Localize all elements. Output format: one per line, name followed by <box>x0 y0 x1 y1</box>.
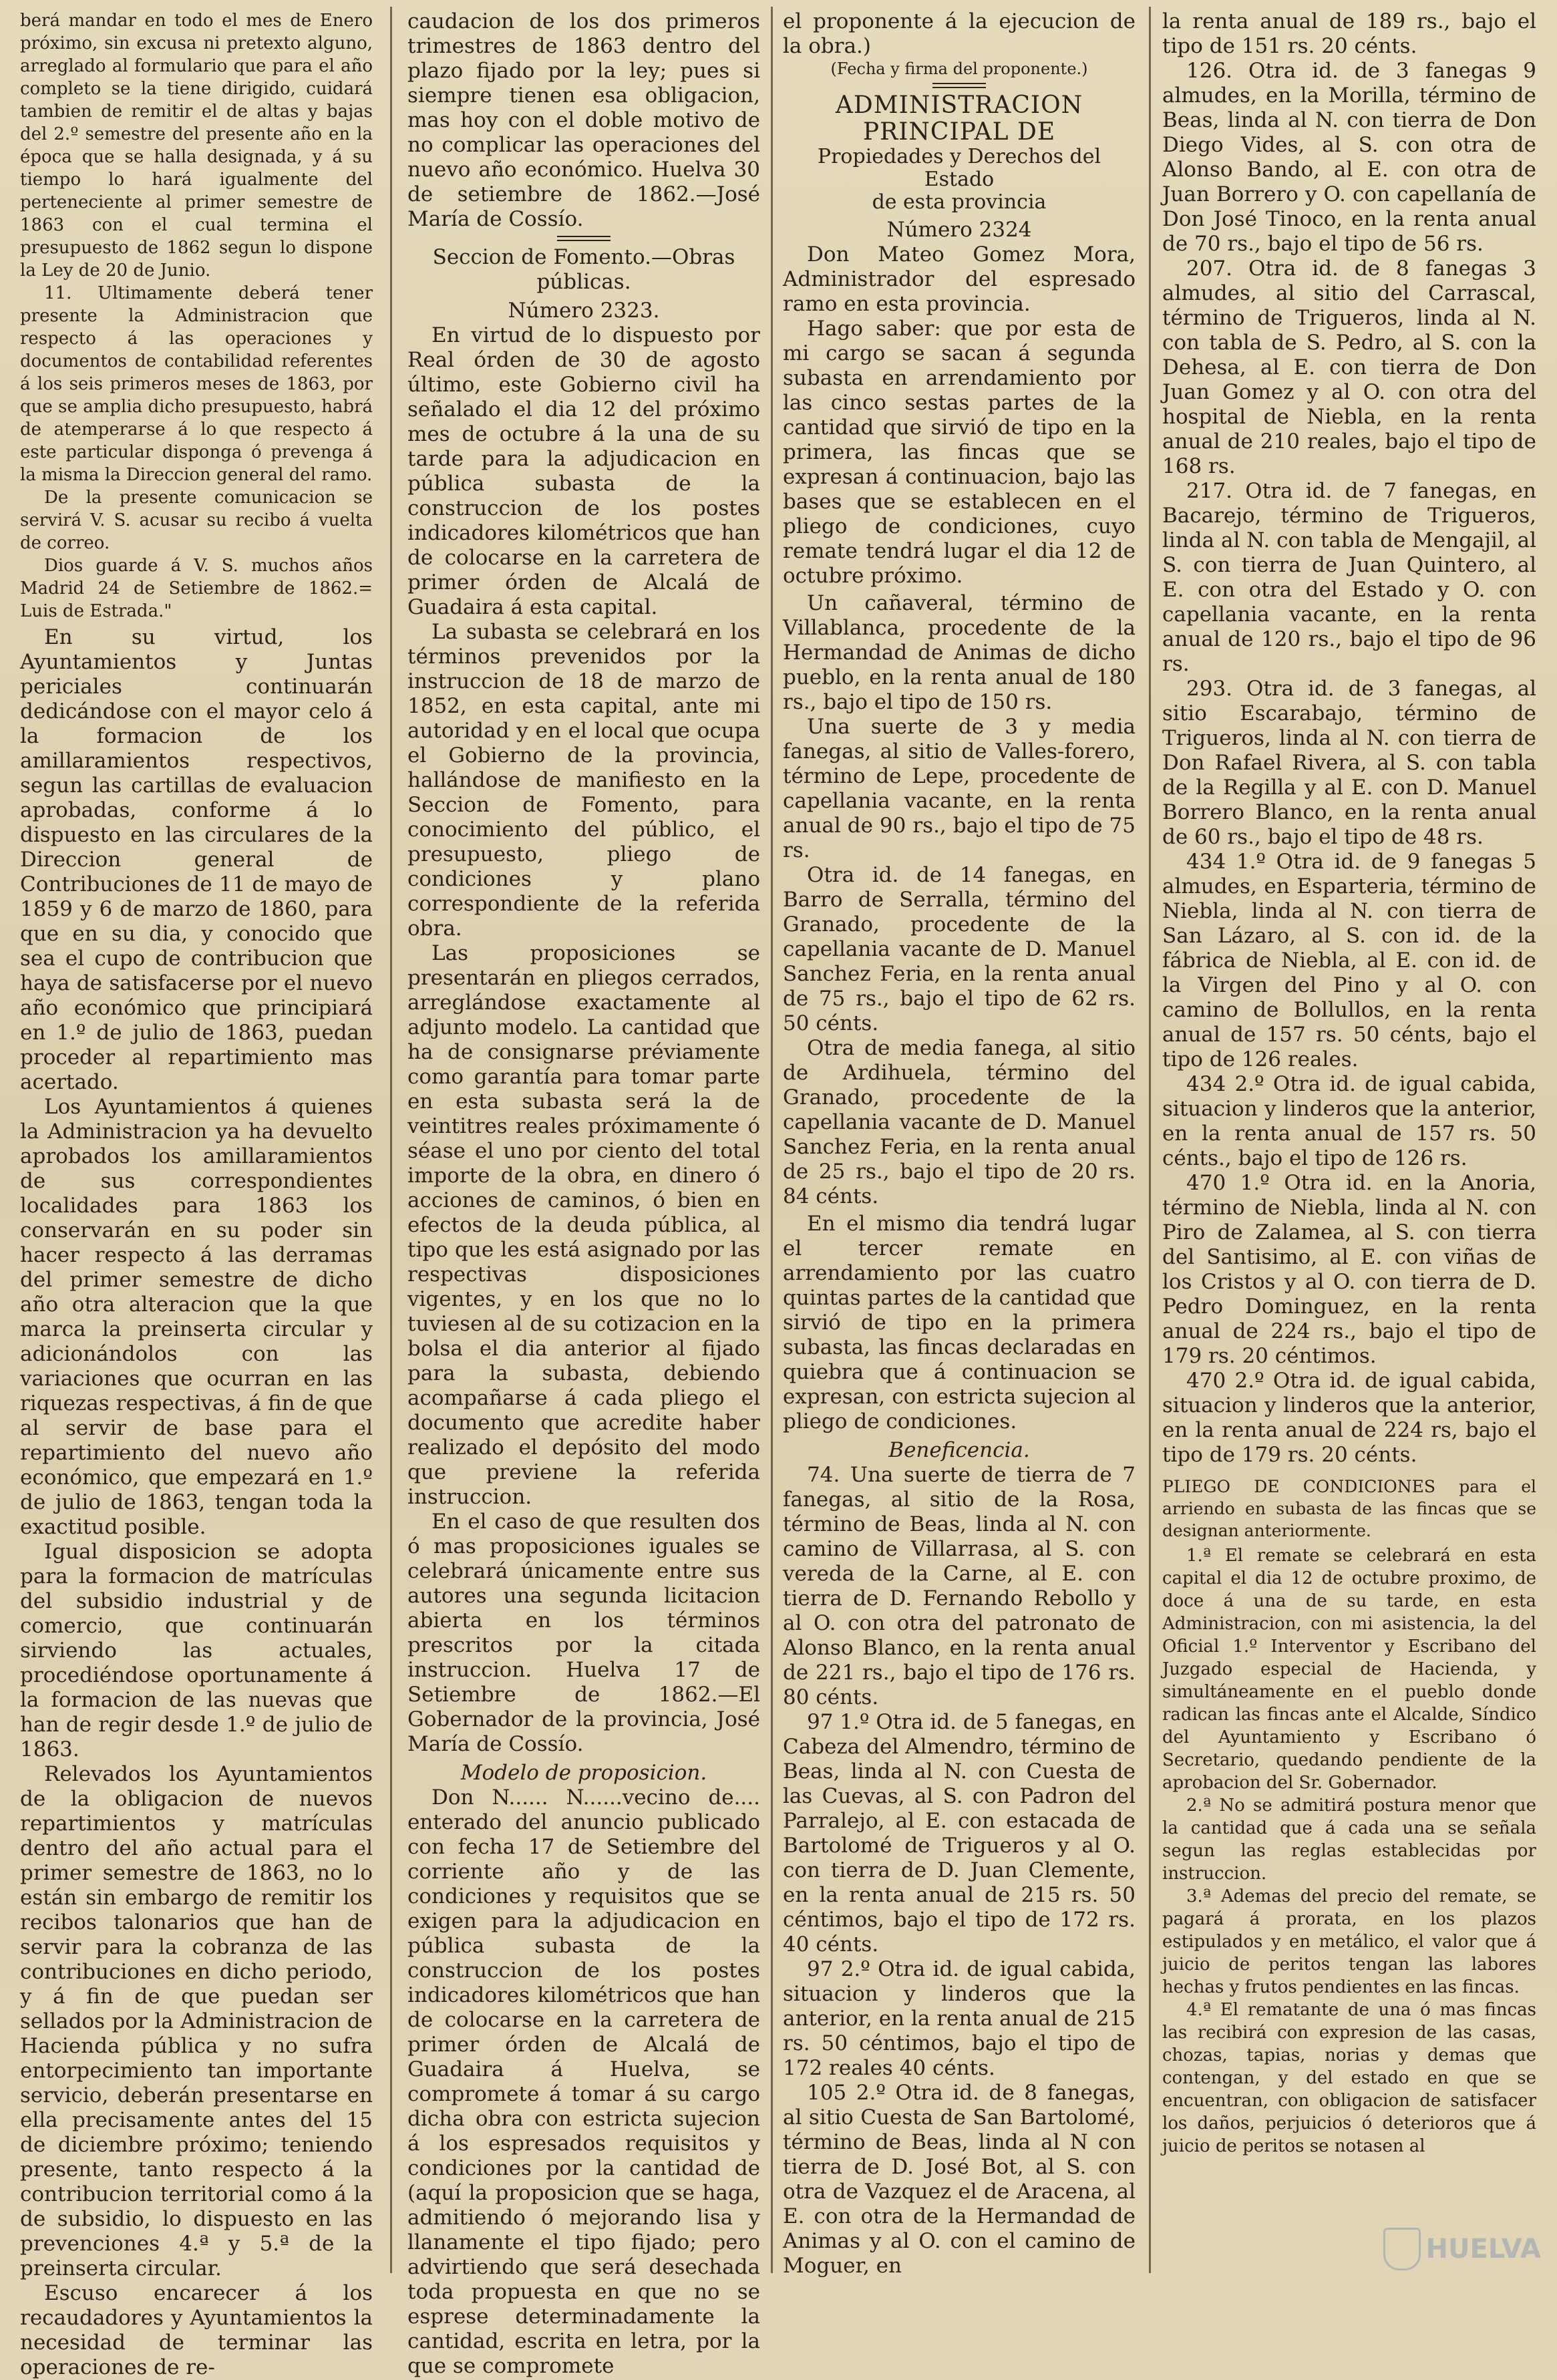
condition-item: 1.ª El remate se celebrará en esta capital el dia 12 de octubre proximo, de doce á una de su tarde, en esta Administracion, con mi asistencia, la del Oficial 1.º Interventor y Escribano del Juzgado especial de Hacienda, y simultáneamente en el pueblo donde radican las fincas ante el Alcalde, Síndico del Ayuntamiento y Escribano ó Secretario, quedando pendiente de la aprobacion del Sr. Gobernador. <box>1162 1546 1536 1793</box>
paragraph: La subasta se celebrará en los términos prevenidos por la instruccion de 18 de marzo de 1852, en esta capital, ante mi autoridad y en el local que ocupa el Gobierno de la provincia, hallándose de manifiesto en la Seccion de Fomento, para conocimiento del público, el presupuesto, pliego de condiciones y plano correspondiente de la referida obra. <box>407 620 760 941</box>
list-item: 207. Otra id. de 8 fanegas 3 almudes, al sitio del Carrascal, término de Trigueros, linda al N. con tabla de S. Pedro, al S. con la Dehesa, al E. con tierra de Don Juan Gomez y al O. con otra del hospital de Niebla, en la renta anual de 210 reales, bajo el tipo de 168 rs. <box>1162 257 1536 478</box>
column-rule <box>1149 7 1151 2273</box>
paragraph: En el caso de que resulten dos ó mas proposiciones iguales se celebrará únicamente entre sus autores una segunda licitacion abierta en los términos prescritos por la citada instruccion. Huelva 17 de Setiembre de 1862.—El Gobernador de la provincia, José María de Cossío. <box>407 1510 760 1756</box>
list-item: Una suerte de 3 y media fanegas, al sitio de Valles-forero, término de Lepe, procedente de capellania vacante, en la renta anual de 90 rs., bajo el tipo de 75 rs. <box>783 715 1136 862</box>
list-item: 217. Otra id. de 7 fanegas, en Bacarejo, término de Trigueros, linda al N. con tabla de Mengajil, al S. con tierra de Juan Quintero, al E. con otra del Estado y O. con capellania vacante, en la renta anual de 120 rs., bajo el tipo de 96 rs. <box>1162 479 1536 676</box>
separator <box>557 236 611 241</box>
list-item: Otra id. de 14 fanegas, en Barro de Serralla, término del Granado, procedente de la capellania vacante de D. Manuel Sanchez Feria, en la renta anual de 75 rs., bajo el tipo de 62 rs. 50 cénts. <box>783 863 1136 1035</box>
list-item: 105 2.º Otra id. de 8 fanegas, al sitio Cuesta de San Bartolomé, término de Beas, linda al N con tierra de D. José Bot, al S. con otra de Vazquez el de Aracena, al E. con otra de la Hermandad de Animas y al O. con el camino de Moguer, en <box>783 2081 1136 2278</box>
paragraph: berá mandar en todo el mes de Enero próximo, sin excusa ni pretexto alguno, arreglado al formulario que para el año completo se la tiene dirigido, cuidará tambien de remitir el de altas y bajas del 2.º semestre del presente año en la época que se halla designada, y á su tiempo lo hará igualmente del perteneciente al primer semestre de 1863 con el cual termina el presupuesto de 1862 segun lo dispone la Ley de 20 de Junio. <box>20 11 373 281</box>
paragraph: Escuso encarecer á los recaudadores y Ayuntamientos la necesidad de terminar las operaciones de re- <box>20 2281 373 2379</box>
list-item: 74. Una suerte de tierra de 7 fanegas, al sitio de la Rosa, término de Beas, linda al N. con camino de Villarrasa, al S. con vereda de la Carne, al E. con tierra de D. Fernando Rebollo y al O. con otra del patronato de Alonso Blanco, en la renta anual de 221 rs., bajo el tipo de 176 rs. 80 cénts. <box>783 1463 1136 1709</box>
column-rule <box>390 7 392 2273</box>
paragraph: Don Mateo Gomez Mora, Administrador del espresado ramo en esta provincia. <box>783 242 1136 316</box>
section-subheading: Propiedades y Derechos del Estado <box>817 145 1101 191</box>
subheading: Beneficencia. <box>888 1438 1030 1462</box>
conditions-title: PLIEGO DE CONDICIONES para el arriendo en subasta de las fincas que se designan anteriormente. <box>1162 1477 1536 1540</box>
list-item: 470 1.º Otra id. en la Anoria, término de Niebla, linda al N. con Piro de Zalamea, al S. con tierra del Santisimo, al E. con viñas de los Cristos y al O. con tierra de D. Pedro Dominguez, en la renta anual de 224 rs., bajo el tipo de 179 rs. 20 céntimos. <box>1162 1171 1536 1368</box>
column-1 <box>20 9 373 2379</box>
list-item: 293. Otra id. de 3 fanegas, al sitio Escarabajo, término de Trigueros, linda al N. con tierra de Don Rafael Rivera, al S. con tabla de la Regilla y al E. con D. Manuel Borrero Blanco, en la renta anual de 60 rs., bajo el tipo de 48 rs. <box>1162 677 1536 849</box>
paragraph: el proponente á la ejecucion de la obra.) <box>783 9 1136 58</box>
paragraph: En virtud de lo dispuesto por Real órden de 30 de agosto último, este Gobierno civil ha señalado el dia 12 del próximo mes de octubre á la una de su tarde para la adjudicacion en pública subasta de la construccion de los postes indicadores kilométricos que han de colocarse en la carretera de primer órden de Alcalá de Guadaira á esta capital. <box>407 323 760 619</box>
list-item: 434 2.º Otra id. de igual cabida, situacion y linderos que la anterior, en la renta anual de 157 rs. 50 cénts., bajo el tipo de 126 rs. <box>1162 1072 1536 1170</box>
paragraph: Las proposiciones se presentarán en pliegos cerrados, arreglándose exactamente al adjunto modelo. La cantidad que ha de consignarse préviamente como garantía para tomar parte en esta subasta será la de veintitres reales próximamente ó séase el uno por ciento del total importe de la obra, en dinero ó acciones de caminos, ó bien en efectos de la deuda pública, al tipo que les está asignado por las respectivas disposiciones vigentes, y en los que no lo tuviesen al de su cotizacion en la bolsa el dia anterior al fijado para la subasta, debiendo acompañarse á cada pliego el documento que acredite haber realizado el depósito del modo que previene la referida instruccion. <box>407 941 760 1509</box>
watermark-text: HUELVA <box>1425 2234 1541 2264</box>
list-item: Un cañaveral, término de Villablanca, procedente de la Hermandad de Animas de dicho pueblo, en la renta anual de 180 rs., bajo el tipo de 150 rs. <box>783 591 1136 714</box>
section-heading: Seccion de Fomento.—Obras públicas. <box>432 245 735 294</box>
signature-note: (Fecha y firma del proponente.) <box>830 59 1088 78</box>
column-2 <box>407 9 760 2378</box>
list-item: la renta anual de 189 rs., bajo el tipo de 151 rs. 20 cénts. <box>1162 9 1536 58</box>
condition-item: 4.ª El rematante de una ó mas fincas las recibirá con expresion de las casas, chozas, tapias, norias y demas que contengan, y del estado en que se encuentran, con obligacion de satisfacer los daños, perjuicios ó deterioros que á juicio de peritos se notasen al <box>1162 2000 1536 2156</box>
list-item: 470 2.º Otra id. de igual cabida, situacion y linderos que la anterior, en la renta anual de 224 rs, bajo el tipo de 179 rs. 20 cénts. <box>1162 1369 1536 1467</box>
paragraph: De la presente comunicacion se servirá V. S. acusar su recibo á vuelta de correo. <box>20 488 373 553</box>
list-item: Otra de media fanega, al sitio de Ardihuela, término del Granado, procedente de la capellania vacante de D. Manuel Sanchez Feria, en la renta anual de 25 rs., bajo el tipo de 20 rs. 84 cénts. <box>783 1036 1136 1208</box>
paragraph: En su virtud, los Ayuntamientos y Juntas periciales continuarán dedicándose con el mayor celo á la formacion de los amillaramientos respectivos, segun las cartillas de evaluacion aprobadas, conforme á lo dispuesto en las circulares de la Direccion general de Contribuciones de 11 de mayo de 1859 y 6 de marzo de 1860, para que en su dia, y conocido que sea el cupo de contribucion que haya de satisfacerse por el nuevo año económico que principiará en 1.º de julio de 1863, puedan proceder al repartimiento mas acertado. <box>20 625 373 1094</box>
paragraph: Los Ayuntamientos á quienes la Administracion ya ha devuelto aprobados los amillaramientos de sus correspondientes localidades para 1863 los conservarán en su poder sin hacer respecto á las derramas del primer semestre de dicho año otra alteracion que la que marca la preinserta circular y adicionándolos con las variaciones que ocurran en las riquezas respectivas, á fin de que al servir de base para el repartimiento del nuevo año económico, que empezará en 1.º de julio de 1863, tengan toda la exactitud posible. <box>20 1095 373 1539</box>
paragraph: Relevados los Ayuntamientos de la obligacion de nuevos repartimientos y matrículas dentro del año actual para el primer semestre de 1863, no lo están sin embargo de remitir los recibos talonarios que han de servir para la cobranza de las contribuciones en dicho periodo, y á fin de que puedan ser sellados por la Administracion de Hacienda pública y no sufra entorpecimiento tan importante servicio, deberán presentarse en ella precisamente antes del 15 de diciembre próximo; teniendo presente, tanto respecto á la contribucion territorial como á la de subsidio, lo dispuesto en las prevenciones 4.ª y 5.ª de la preinserta circular. <box>20 1762 373 2280</box>
notice-number: Número 2323. <box>508 299 660 323</box>
signature-line: Dios guarde á V. S. muchos años Madrid 24 de Setiembre de 1862.= Luis de Estrada." <box>20 556 373 621</box>
paragraph: 11. Ultimamente deberá tener presente la Administracion que respecto á las operaciones y documentos de contabilidad referentes á los seis primeros meses de 1863, por que se amplia dicho presupuesto, habrá de atemperarse á lo que respecto á este particular disponga ó prevenga á la misma la Direccion general del ramo. <box>20 283 373 485</box>
condition-item: 3.ª Ademas del precio del remate, se pagará á prorata, en los plazos estipulados y en metálico, el valor que á juicio de peritos tengan las labores hechas y frutos pendientes en las fincas. <box>1162 1886 1536 1997</box>
separator <box>932 83 986 88</box>
section-heading: ADMINISTRACION PRINCIPAL DE <box>835 92 1083 146</box>
crest-icon <box>1383 2228 1421 2270</box>
paragraph: Hago saber: que por esta de mi cargo se sacan á segunda subasta en arrendamiento por las cinco sestas partes de la cantidad que sirvió de tipo en la primera, las fincas que se expresan á continuacion, bajo las bases que se establecen en el pliego de condiciones, cuyo remate tendrá lugar el dia 12 de octubre próximo. <box>783 317 1136 588</box>
column-rule <box>771 7 773 2273</box>
column-4 <box>1162 9 1536 2273</box>
watermark <box>1383 2228 1541 2270</box>
paragraph: Igual disposicion se adopta para la formacion de matrículas del subsidio industrial y de comercio, que continuarán sirviendo las actuales, procediéndose oportunamente á la formacion de las nuevas que han de regir desde 1.º de julio de 1863. <box>20 1540 373 1761</box>
list-item: 434 1.º Otra id. de 9 fanegas 5 almudes, en Esparteria, término de Niebla, linda al N. con tierra de San Lázaro, al S. con id. de la fábrica de Niebla, al E. con id. de la Virgen del Pino y al O. con camino de Bollullos, en la renta anual de 157 rs. 50 cénts, bajo el tipo de 126 reales. <box>1162 850 1536 1071</box>
notice-number: Número 2324 <box>886 218 1032 242</box>
section-subheading: de esta provincia <box>872 190 1047 214</box>
paragraph: caudacion de los dos primeros trimestres de 1863 dentro del plazo fijado por la ley; pues si siempre tienen esa obligacion, mas hoy con el doble motivo de no complicar las operaciones del nuevo año económico. Huelva 30 de setiembre de 1862.—José María de Cossío. <box>407 9 760 231</box>
list-item: 97 1.º Otra id. de 5 fanegas, en Cabeza del Almendro, término de Beas, linda al N. con Cuesta de las Cuevas, al S. con Padron del Parralejo, al E. con estacada de Bartolomé de Trigueros y al O. con tierra de D. Juan Clemente, en la renta anual de 215 rs. 50 céntimos, bajo el tipo de 172 rs. 40 cénts. <box>783 1710 1136 1957</box>
condition-item: 2.ª No se admitirá postura menor que la cantidad que á cada una se señala segun las reglas establecidas por instruccion. <box>1162 1796 1536 1884</box>
paragraph: Don N...... N......vecino de.... enterado del anuncio publicado con fecha 17 de Setiembre del corriente año y de las condiciones y requisitos que se exigen para la adjudicacion en pública subasta de la construccion de los postes indicadores kilométricos que han de colocarse en la carretera de primer órden de Alcalá de Guadaira á Huelva, se compromete á tomar á su cargo dicha obra con estricta sujecion á los espresados requisitos y condiciones por la cantidad de (aquí la proposicion que se haga, admitiendo ó mejorando lisa y llanamente el tipo fijado; pero advirtiendo que será desechada toda propuesta en que no se esprese determinadamente la cantidad, escrita en letra, por la que se compromete <box>407 1786 760 2378</box>
subheading: Modelo de proposicion. <box>460 1761 707 1785</box>
paragraph: En el mismo dia tendrá lugar el tercer remate en arrendamiento por las cuatro quintas partes de la cantidad que sirvió de tipo en la primera subasta, las fincas declaradas en quiebra que á continuacion se expresan, con estricta sujecion al pliego de condiciones. <box>783 1212 1136 1433</box>
column-3 <box>783 9 1136 2278</box>
list-item: 97 2.º Otra id. de igual cabida, situacion y linderos que la anterior, en la renta anual de 215 rs. 50 céntimos, bajo el tipo de 172 reales 40 cénts. <box>783 1957 1136 2080</box>
list-item: 126. Otra id. de 3 fanegas 9 almudes, en la Morilla, término de Beas, linda al N. con tierra de Don Diego Vides, al S. con otra de Alonso Bando, al E. con otra de Juan Borrero y O. con capellanía de Don José Tinoco, en la renta anual de 70 rs., bajo el tipo de 56 rs. <box>1162 59 1536 256</box>
